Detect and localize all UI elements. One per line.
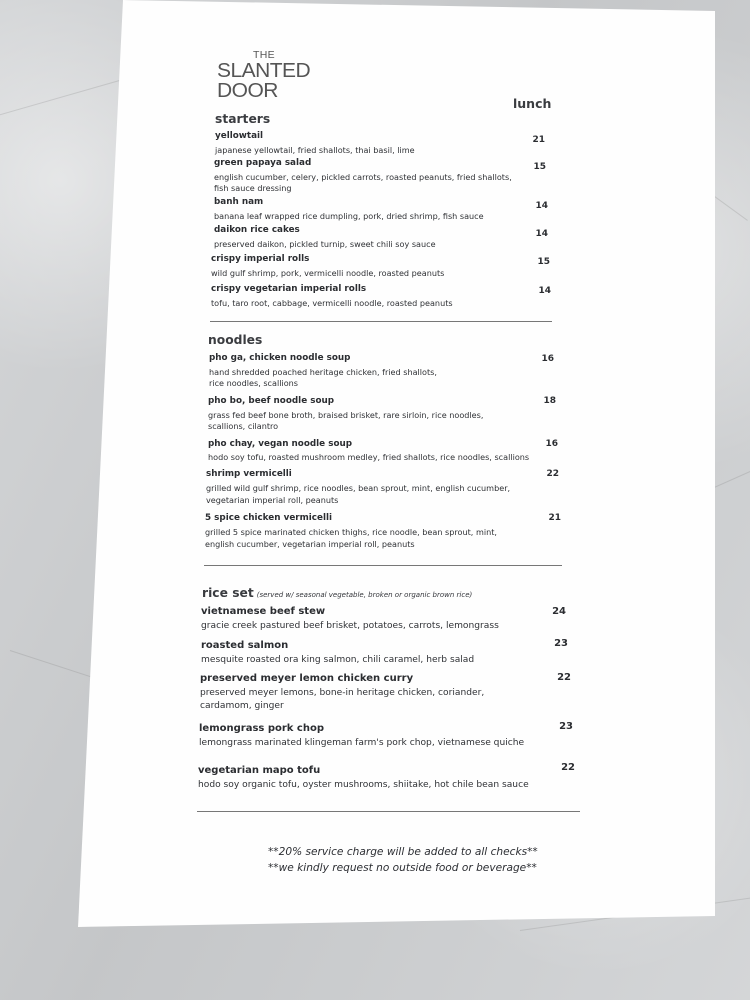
section-divider: [210, 321, 552, 322]
menu-item-description: rice noodles, scallions: [209, 378, 299, 388]
menu-item-description: lemongrass marinated klingeman farm's pork chop, vietnamese quiche: [199, 738, 525, 748]
menu-item-description: english cucumber, vegetarian imperial roll, peanuts: [205, 539, 415, 549]
menu-item-description: fish sauce dressing: [214, 183, 292, 193]
menu-item-name: crispy imperial rolls: [211, 254, 310, 264]
menu-item-name: shrimp vermicelli: [206, 469, 292, 479]
menu-item-description: preserved daikon, pickled turnip, sweet chili soy sauce: [214, 239, 436, 249]
menu-item-description: scallions, cilantro: [208, 421, 279, 431]
menu-item-price: 14: [535, 229, 548, 239]
section-heading-rice-set: [202, 586, 472, 600]
menu-item-description: japanese yellowtail, fried shallots, thai basil, lime: [215, 145, 415, 155]
menu-item-name: 5 spice chicken vermicelli: [205, 513, 333, 523]
menu-item-price: 23: [554, 638, 568, 649]
menu-item-description: hodo soy organic tofu, oyster mushrooms, shiitake, hot chile bean sauce: [198, 780, 529, 790]
menu-item-name: banh nam: [214, 197, 264, 207]
menu-item-price: 24: [552, 606, 566, 617]
menu-item-name: pho bo, beef noodle soup: [208, 396, 335, 406]
menu-item-name: pho chay, vegan noodle soup: [208, 439, 353, 449]
menu-item-description: vegetarian imperial roll, peanuts: [206, 495, 339, 505]
menu-item-price: 15: [537, 257, 550, 267]
section-divider: [197, 811, 580, 812]
menu-item-price: 22: [546, 469, 559, 479]
menu-item-price: 23: [559, 721, 573, 732]
menu-item-price: 14: [535, 201, 548, 211]
menu-item-description: english cucumber, celery, pickled carrots, roasted peanuts, fried shallots,: [214, 172, 512, 182]
menu-item-price: 21: [532, 135, 545, 145]
menu-item-name: vegetarian mapo tofu: [198, 765, 321, 776]
meal-period-heading: lunch: [513, 96, 552, 111]
menu-item-price: 22: [561, 762, 575, 773]
menu-item-description: grass fed beef bone broth, braised brisket, rare sirloin, rice noodles,: [208, 410, 484, 420]
menu-item-price: 22: [557, 672, 571, 683]
section-heading-starters: starters: [215, 112, 271, 126]
menu-item-description: gracie creek pastured beef brisket, potatoes, carrots, lemongrass: [201, 621, 499, 631]
menu-item-description: grilled 5 spice marinated chicken thighs, rice noodle, bean sprout, mint,: [205, 527, 497, 537]
menu-item-description: preserved meyer lemons, bone-in heritage chicken, coriander,: [200, 688, 485, 698]
menu-item-description: hand shredded poached heritage chicken, fried shallots,: [209, 367, 437, 377]
logo-line-slanted: SLANTED: [217, 60, 311, 82]
rice-set-note: (served w/ seasonal vegetable, broken or organic brown rice): [256, 591, 473, 599]
menu-item-price: 16: [541, 354, 554, 364]
menu-item-price: 14: [538, 286, 551, 296]
menu-item-price: 18: [543, 396, 556, 406]
menu-item-name: daikon rice cakes: [214, 225, 300, 235]
menu-item-name: roasted salmon: [201, 640, 289, 651]
logo-line-door: DOOR: [217, 80, 278, 102]
menu-item-description: hodo soy tofu, roasted mushroom medley, fried shallots, rice noodles, scallions: [208, 452, 530, 462]
restaurant-logo: [217, 50, 311, 103]
menu-item-description: tofu, taro root, cabbage, vermicelli noodle, roasted peanuts: [211, 298, 453, 308]
menu-item-name: lemongrass pork chop: [199, 723, 325, 734]
rice-set-title: rice set: [202, 586, 254, 600]
menu-item-name: yellowtail: [215, 131, 264, 141]
menu-item-price: 21: [548, 513, 561, 523]
menu-item-name: crispy vegetarian imperial rolls: [211, 284, 367, 294]
service-charge-notice: **20% service charge will be added to all checks**: [268, 846, 538, 858]
menu-item-name: vietnamese beef stew: [201, 606, 326, 617]
outside-food-notice: **we kindly request no outside food or beverage**: [268, 862, 537, 874]
menu-item-price: 15: [533, 162, 546, 172]
menu-item-description: grilled wild gulf shrimp, rice noodles, bean sprout, mint, english cucumber,: [206, 483, 511, 493]
menu-item-description: banana leaf wrapped rice dumpling, pork, dried shrimp, fish sauce: [214, 211, 484, 221]
menu-item-name: pho ga, chicken noodle soup: [209, 353, 351, 363]
section-divider: [204, 565, 562, 566]
menu-item-description: cardamom, ginger: [200, 701, 284, 711]
menu-item-name: green papaya salad: [214, 158, 312, 168]
menu-item-description: wild gulf shrimp, pork, vermicelli noodle, roasted peanuts: [211, 268, 445, 278]
menu-item-name: preserved meyer lemon chicken curry: [200, 673, 414, 684]
section-heading-noodles: noodles: [208, 333, 263, 347]
menu-item-description: mesquite roasted ora king salmon, chili caramel, herb salad: [201, 655, 475, 665]
menu-item-price: 16: [545, 439, 558, 449]
logo-line-the: THE: [253, 50, 275, 61]
